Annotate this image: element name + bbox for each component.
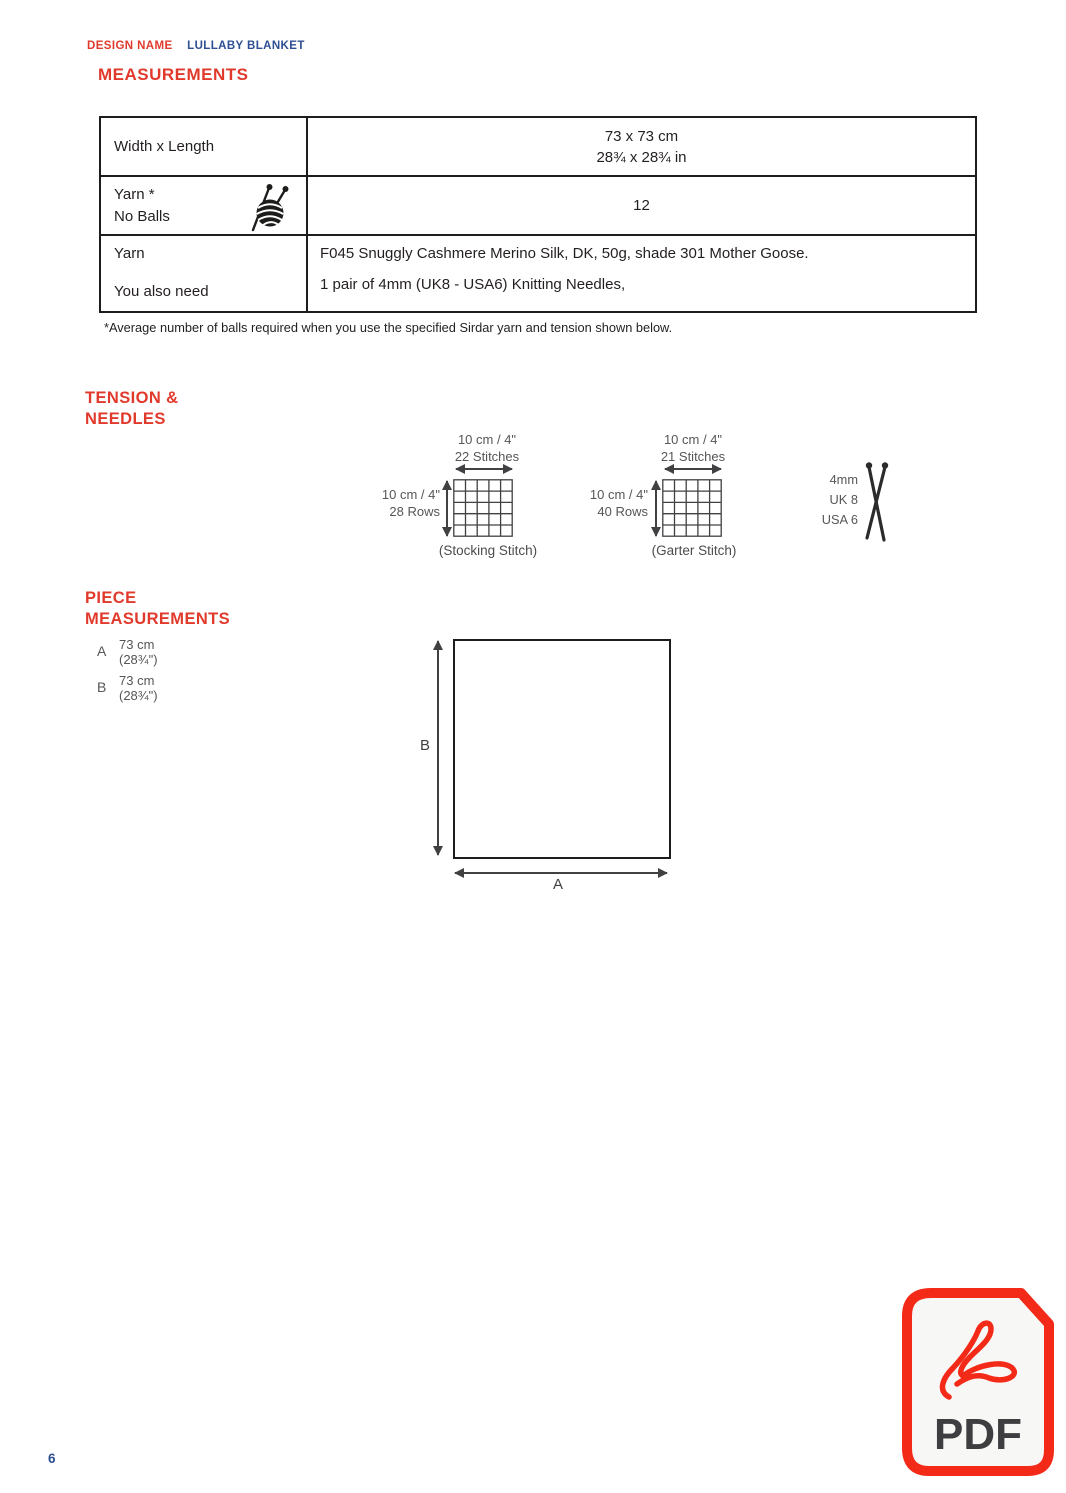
piece-measurements-heading [85,588,230,630]
diagram-a-label: A [553,876,564,893]
row-label-cell [101,177,308,234]
measurements-table [99,116,977,313]
swatch2-left-labels [574,487,648,520]
swatch1-left-labels [368,487,440,520]
dim-b-values [119,673,158,703]
balls-footnote: *Average number of balls required when you use the specified Sirdar yarn and tension shown below. [104,320,673,335]
table-row-width-length [101,118,975,175]
needle-usa-label: USA 6 [821,512,858,527]
diagram-b-label: B [420,737,431,754]
swatch2-rows-label: 40 Rows [597,503,648,519]
dim-b-cm: 73 cm [119,673,155,688]
needle-size-labels [780,470,858,530]
needles-needed-value: 1 pair of 4mm (UK8 - USA6) Knitting Needles, [320,276,626,293]
pdf-file-icon[interactable] [902,1288,1054,1476]
dim-a-cm: 73 cm [119,637,155,652]
knitting-needles-icon [860,461,894,550]
swatch2-height-label: 10 cm / 4" [589,487,648,502]
tension-heading [85,388,178,430]
swatch2-width-label: 10 cm / 4" [663,432,723,447]
table-row-yarn-details [101,234,975,311]
dim-b-inches: (28¾") [119,688,158,703]
swatch2-horizontal-arrow [665,468,721,470]
dim-a-key: A [97,643,107,659]
no-balls-value: 12 [633,197,650,214]
row-label-cell [101,236,308,311]
row-value-cell [308,118,975,175]
swatch2-stitches-label: 21 Stitches [660,448,726,464]
row-value-cell [308,177,975,234]
dim-a-values [119,637,158,667]
size-cm-value: 73 x 73 cm [604,127,679,145]
no-balls-label: No Balls [114,207,170,225]
row-label-cell [101,118,308,175]
width-length-label: Width x Length [114,138,215,155]
swatch1-tension-grid [453,479,513,542]
measurements-heading: MEASUREMENTS [98,65,249,84]
design-name-value: LULLABY BLANKET [187,40,305,52]
yarn-shade-value: F045 Snuggly Cashmere Merino Silk, DK, 50g, shade 301 Mother Goose. [320,245,809,262]
yarn-star-label: Yarn * [114,185,155,203]
swatch1-vertical-arrow [446,481,448,536]
dim-b-key: B [97,679,107,695]
swatch1-rows-label: 28 Rows [389,503,440,519]
piece-heading-line2: MEASUREMENTS [85,610,231,628]
pdf-badge-label: PDF [934,1410,1022,1459]
swatch1-top-labels [417,432,557,465]
swatch2-tension-grid [662,479,722,542]
yarn-label: Yarn [114,245,145,262]
swatch2-top-labels [623,432,763,465]
table-row-yarn-balls [101,175,975,234]
row-value-cell [308,236,975,311]
tension-heading-line2: NEEDLES [85,410,166,428]
needle-mm-label: 4mm [829,472,858,487]
design-name-row [87,40,305,52]
swatch1-stitches-label: 22 Stitches [454,448,520,464]
piece-heading-line1: PIECE [85,589,137,607]
blanket-outline [453,639,671,859]
swatch1-width-label: 10 cm / 4" [457,432,517,447]
size-in-value: 28¾ x 28¾ in [596,148,687,166]
swatch1-caption: (Stocking Stitch) [438,543,538,558]
swatch2-vertical-arrow [655,481,657,536]
diagram-vertical-arrow [437,641,439,855]
yarn-ball-icon [248,181,294,240]
tension-heading-line1: TENSION & [85,389,179,407]
needle-uk-label: UK 8 [829,492,858,507]
diagram-horizontal-arrow [455,872,667,874]
dim-a-inches: (28¾") [119,652,158,667]
swatch2-caption: (Garter Stitch) [651,543,737,558]
swatch1-horizontal-arrow [456,468,512,470]
swatch1-height-label: 10 cm / 4" [381,487,440,502]
you-also-need-label: You also need [114,283,209,300]
page-number: 6 [48,1451,56,1466]
design-name-label: DESIGN NAME [87,40,173,52]
